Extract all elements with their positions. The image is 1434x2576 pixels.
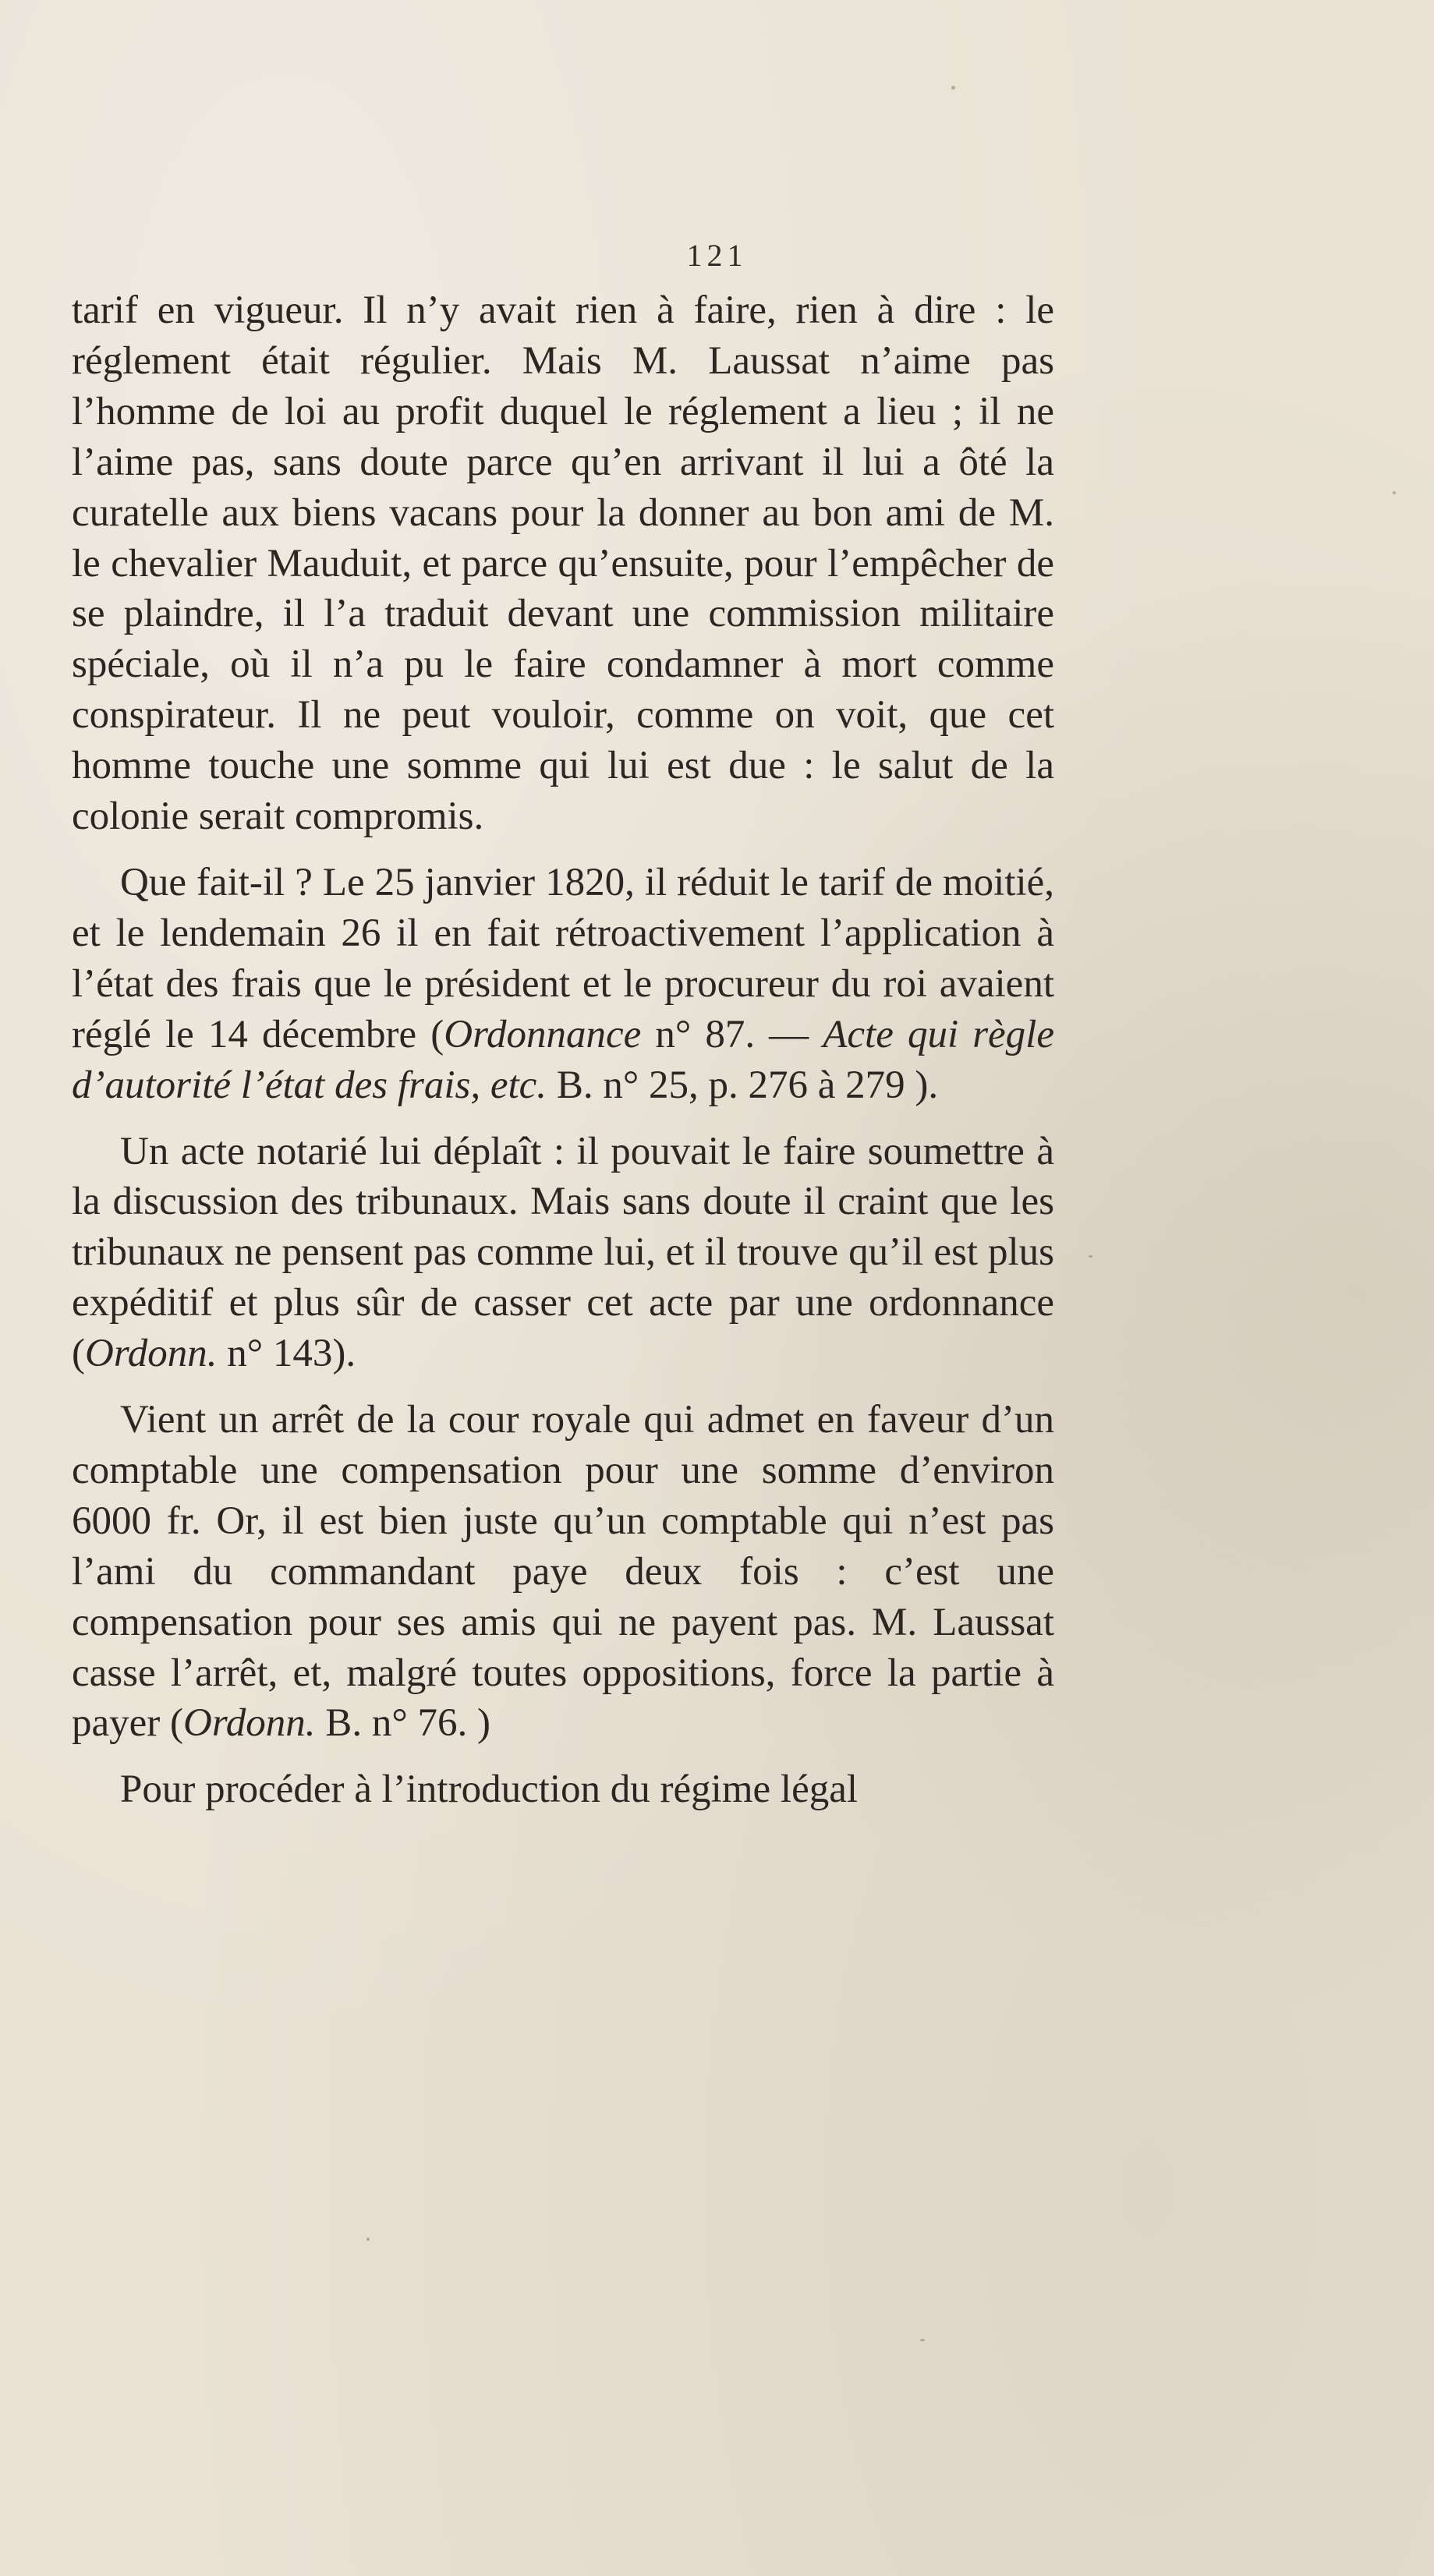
- paper-speck: [1089, 1255, 1092, 1258]
- paper-speck: [1393, 491, 1396, 494]
- body-text: [72, 285, 1054, 1831]
- paragraph-text: tarif en vigueur. Il n’y avait rien à faire, rien à dire : le réglement était régulier. Mais M. Laussat n’aime pas l’homme de loi au profit duquel le réglement a lieu ; il ne l’aime pas, sans doute parce qu’en arrivant il lui a ôté la curatelle aux biens vacans pour la donner au bon ami de M. le chevalier Mauduit, et parce qu’ensuite, pour l’empêcher de se plaindre, il l’a traduit devant une commission militaire spéciale, où il n’a pu le faire condamner à mort comme conspirateur. Il ne peut vouloir, comme on voit, que cet homme touche une somme qui lui est due : le salut de la colonie serait compromis.: [72, 288, 1054, 839]
- paragraph-4: [72, 1395, 1054, 1749]
- italic-reference: Ordonn.: [84, 1332, 218, 1376]
- paragraph-text: Un acte notarié lui déplaît : il pouvait le faire soumettre à la discussion des tribunaux. Mais sans doute il craint que les tribunaux ne pensent pas comme lui, et il trouve qu’il est plus expéditif et plus sûr de casser cet acte par une ordonnance (: [72, 1129, 1054, 1376]
- italic-reference: Ordonn.: [183, 1701, 316, 1746]
- paragraph-1: [72, 285, 1054, 842]
- paragraph-5: [72, 1764, 1054, 1815]
- italic-reference: Acte qui règle d’autorité l’état des frais, etc.: [72, 1012, 1054, 1107]
- paragraph-text: n° 143).: [217, 1332, 356, 1376]
- paragraph-text: Que fait-il ? Le 25 janvier 1820, il réduit le tarif de moitié, et le lendemain 26 il en fait rétroactivement l’application à l’état des frais que le président et le procureur du roi avaient réglé le 14 décembre (: [72, 860, 1054, 1056]
- page-number: 121: [686, 238, 748, 273]
- paragraph-text: n° 87. —: [641, 1012, 823, 1056]
- paragraph-2: [72, 858, 1054, 1111]
- italic-reference: Ordonnance: [444, 1012, 642, 1056]
- paper-speck: [951, 86, 955, 90]
- paragraph-text: B. n° 25, p. 276 à 279 ).: [547, 1063, 939, 1107]
- paragraph-text: Vient un arrêt de la cour royale qui admet en faveur d’un comptable une compensation pour une somme d’environ 6000 fr. Or, il est bien juste qu’un comptable qui n’est pas l’ami du commandant paye deux fois : c’est une compensation pour ses amis qui ne payent pas. M. Laussat casse l’arrêt, et, malgré toutes oppositions, force la partie à payer (: [72, 1398, 1054, 1746]
- paper-speck: [366, 2238, 370, 2241]
- paragraph-text: B. n° 76. ): [315, 1701, 490, 1746]
- paper-speck: [920, 2339, 925, 2341]
- paragraph-3: [72, 1127, 1054, 1380]
- paragraph-text: Pour procéder à l’introduction du régime légal: [120, 1767, 859, 1812]
